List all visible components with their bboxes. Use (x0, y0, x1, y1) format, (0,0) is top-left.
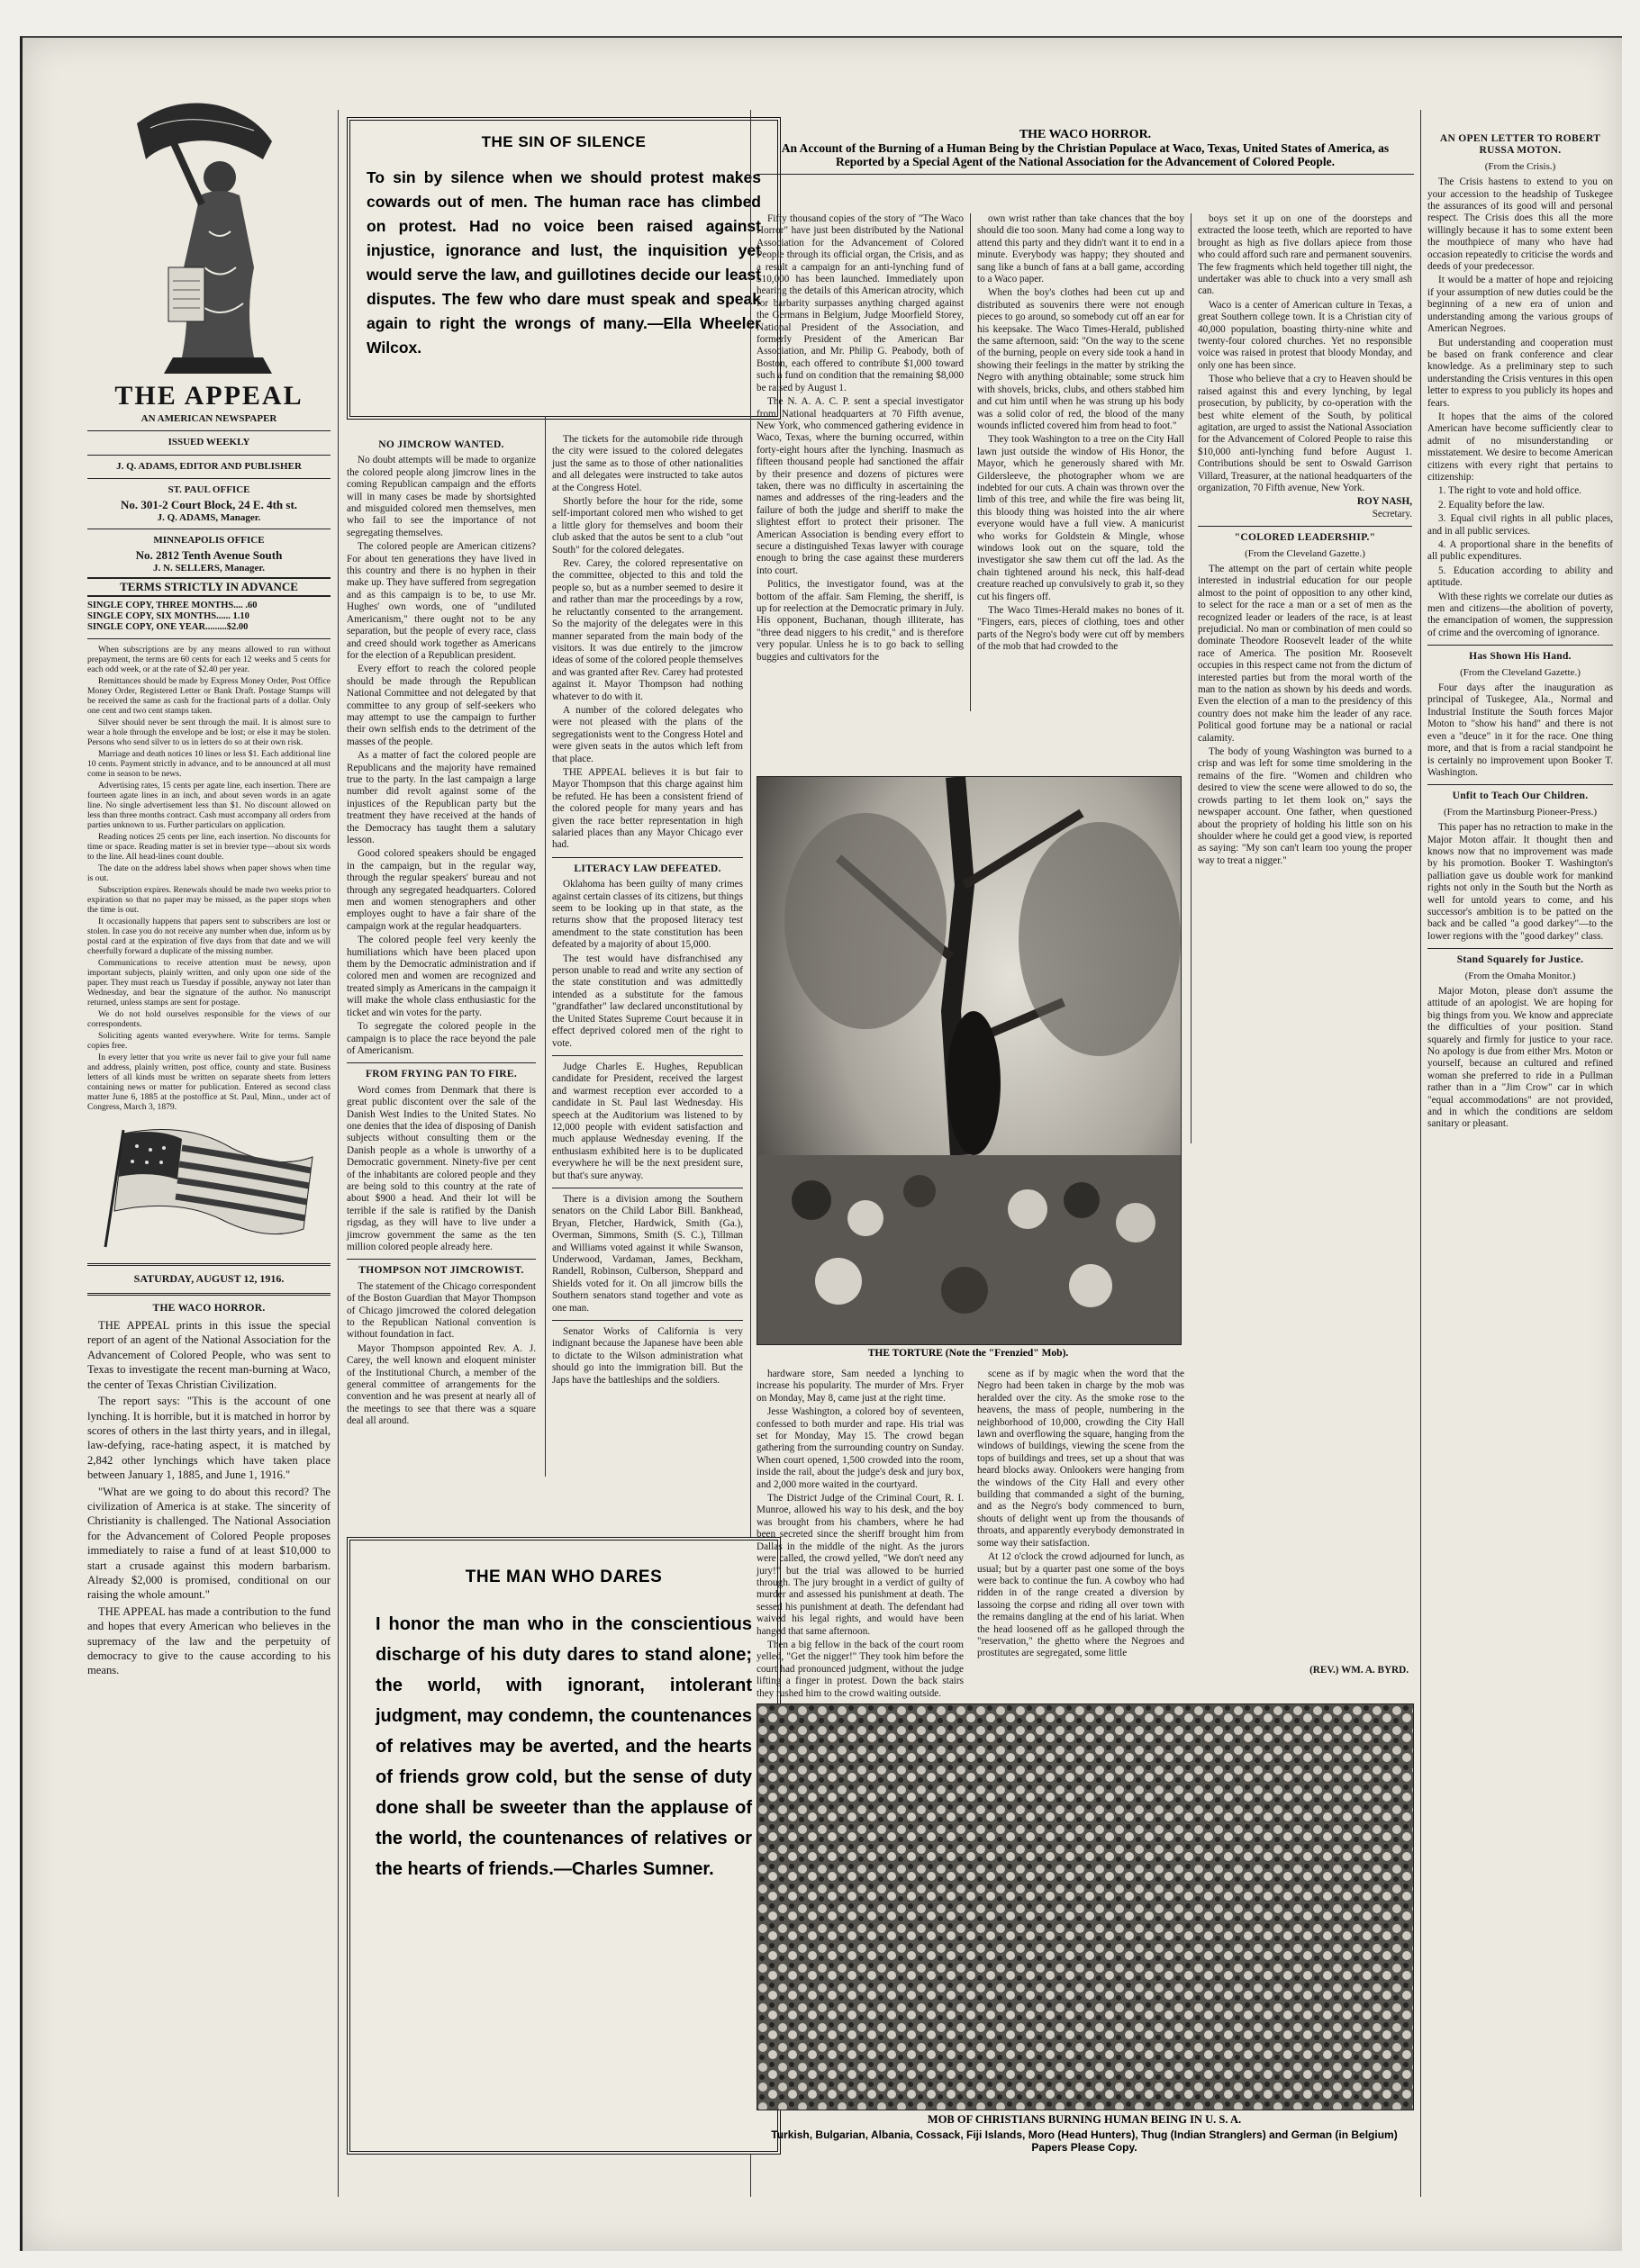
box-title: THE MAN WHO DARES (465, 1568, 663, 1586)
paragraph: There is a division among the Southern senators on the Child Labor Bill. Bankhead, Bryan, Fletcher, Hardwick, Smith (Ga.), Overman, Simmons, Smith (S. C.), Tillman and Williams voted against it while Swanson, Underwood, Vardaman, James, Beckham, Randell, Robinson, Culberson, Sheppard and Shields voted for it. On all jimcrow bills the Southern senators stand together and vote as one man. (552, 1193, 743, 1314)
appeal-emblem-logo (119, 87, 299, 375)
paragraph: Judge Charles E. Hughes, Republican candidate for President, received the largest and warmest reception ever accorded to a candidate in St. Paul last Wednesday. His speech at the Auditorium was listened to by 12,000 people with evident satisfaction and much applause Wednesday evening. If the enthusiasm exhibited here is to be duplicated everywhere he will be the next president sure, but that's sure anyway. (552, 1061, 743, 1181)
paragraph: The District Judge of the Criminal Court, R. I. Munroe, allowed his way to his desk, and the boy was brought from his chambers, where he had been secreted since the sheriff brought him from Dallas in the middle of the night. As the jurors were called, the crowd yelled, "We don't need any jury!" but the trial was allowed to be hurried through. The jury brought in a verdict of guilty of murder and assessed his punishment at death. The sessed his punishment at death. The defendant had waived his legal rights, and would have been hanged that same afternoon. (757, 1493, 964, 1637)
newspaper-page (20, 36, 1622, 2251)
paragraph: Politics, the investigator found, was at the bottom of the affair. Sam Fleming, the sheriff, is up for reelection at the Democratic primary in July. His opponent, Buchanan, though illiterate, has "three dead niggers to his credit," and is therefore very popular. Unless he is to go back to selling buggies and cultivators for the (757, 579, 964, 663)
paragraph: As a matter of fact the colored people are Republicans and the majority have remained true to the party. In the last campaign a large number did revolt against some of the injustices of the Republican party but the treatment they have received at the hands of the Democracy has taught them a salutary lesson. (347, 750, 536, 845)
paragraph: This paper has no retraction to make in the Major Moton affair. It thought then and knows now that no improvement was made by his promotion. Booker T. Washington's palliation gave us double work for mankind rights not only in the South but the North as well for untold years to come, and his successor's ambition is to be patted on the back and be called "a good darkey"—to the lower regions with the "good darkey" class. (1427, 822, 1613, 942)
paragraph: When the boy's clothes had been cut up and distributed as souvenirs there were not enough pieces to go around, so somebody cut off an ear for his keepsake. The Waco Times-Herald, published the same afternoon, said: "On the way to the scene of the burning, people on every side took a hand in showing their feelings in the matter by striking the Negro with anything obtainable; some struck him with shovels, bricks, clubs, and others stabbed him and cut him until when he was strung up his body was a solid color of red, the blood of the many wounds inflicted covered him from head to foot." (977, 287, 1184, 431)
paragraph: The report says: "This is the account of one lynching. It is horrible, but it is matched in horror by scores of others in the last thirty years, and in illegal, law-defying, race-hating aspect, it is matched by 2,842 other lynchings which have taken place between January 1, 1885, and June 1, 1916." (87, 1395, 331, 1482)
paragraph: Jesse Washington, a colored boy of seventeen, confessed to both murder and rape. His trial was set for Monday, May 15. The crowd began gathering from the surrounding country on Sunday. When court opened, 1,500 crowded into the room, inside the rail, about the judge's desk and jury box, and 2,000 more waited in the courtyard. (757, 1406, 964, 1490)
waco-heading: THE WACO HORROR. (1019, 128, 1152, 141)
article-heading: "COLORED LEADERSHIP." (1234, 532, 1376, 544)
issued-weekly: ISSUED WEEKLY (168, 437, 250, 448)
paragraph: The body of young Washington was burned to a crisp and was left for some time smoldering in the remains of the fire. "Women and children who desired to view the scene were allowed to do so, the crowds parting to let them look on," says the newspaper account. One father, when questioned about the propriety of holding his little son on his shoulder where he could get a good view, is reported as saying: "My son can't learn too young the proper way to treat a nigger." (1198, 746, 1412, 866)
waco-subheading: An Account of the Burning of a Human Being by the Christian Populace at Waco, Texas, United States of America, as Reported by a Special Agent of the National Association for the Advancement of Colored People. (781, 141, 1390, 168)
box-title: THE SIN OF SILENCE (481, 133, 647, 150)
article-heading: Has Shown His Hand. (1469, 651, 1572, 663)
paragraph: Good colored speakers should be engaged in the campaign, but in the regular way, through the regular speakers' bureau and not through any segregated headquarters. Colored men and women stenographers and other employes ought to have a fair share of the campaign work at the regular headquarters. (347, 848, 536, 932)
st-paul-address: No. 301-2 Court Block, 24 E. 4th st. (120, 497, 298, 511)
paragraph: 3. Equal civil rights in all public places, and in all public services. (1427, 513, 1613, 537)
paragraph: Word comes from Denmark that there is great public discontent over the sale of the Danish West Indies to the United States. No one denies that the idea of disposing of Danish subjects without consulting them or the Danish people as a whole is unworthy of a Democratic government. Ninety-five per cent of the inhabitants are colored people and they are being sold to this country at the rate of about $900 a head. And their lot will be terrible if the sale is ratified by the Danish rigsdag, as they will have to live under a jimcrow government the same as the ten million colored people already here. (347, 1084, 536, 1252)
paragraph: Then a big fellow in the back of the court room yelled, "Get the nigger!" They took him before the court had pronounced judgment, without the judge lifting a finger in protest. Down the back stairs they rushed him to the crowd waiting outside. (757, 1639, 964, 1699)
minneapolis-address: No. 2812 Tenth Avenue South (135, 547, 283, 562)
paragraph: "What are we going to do about this record? The civilization of America is at stake. The sincerity of Christianity is challenged. The National Association for the Advancement of Colored People proposes immediately to raise a fund of at least $10,000 to start a crusade against this modern barbarism. Already $2,000 is promised, conditional on our raising the whole amount." (87, 1485, 331, 1602)
notice: Advertising rates, 15 cents per agate line, each insertion. There are fourteen agate lines in an inch, and about seven words in an agate line. No single advertisement less than $1. No discount allowed on less than three months contract. Cash must accompany all orders from parties unknown to us. Further particulars on application. (87, 781, 331, 831)
paragraph: Senator Works of California is very indignant because the Japanese have been able to dictate to the Wilson administration what should go into the immigration bill. But the Japs have the battleships and the soldiers. (552, 1326, 743, 1386)
notice: Remittances should be made by Express Money Order, Post Office Money Order, Registered Letter or Bank Draft. Postage Stamps will be received the same as cash for the fractional parts of a dollar. Only one cent and two cent stamps taken. (87, 676, 331, 717)
paragraph: It would be a matter of hope and rejoicing if your assumption of new duties could be the beginning of a new era of union and understanding among the various groups of American Negroes. (1427, 275, 1613, 335)
article-source: (From the Cleveland Gazette.) (1460, 666, 1581, 678)
masthead-subtitle: AN AMERICAN NEWSPAPER (140, 413, 277, 424)
st-paul-office: ST. PAUL OFFICE (168, 484, 250, 496)
waco-lower-column-a (757, 1369, 964, 1699)
paragraph: The statement of the Chicago correspondent of the Boston Guardian that Mayor Thompson of Chicago jimcrowed the colored delegation to the Republican National convention is without foundation in fact. (347, 1280, 536, 1341)
notice: Communications to receive attention must be newsy, upon important subjects, plainly written, and only upon one side of the paper. They must reach us Tuesday if possible, anyway not later than Wednesday, and bear the signature of the author. No manuscript returned, unless stamps are sent for postage. (87, 958, 331, 1008)
man-who-dares-box (347, 1537, 781, 2155)
mob-caption: MOB OF CHRISTIANS BURNING HUMAN BEING IN U. S. A. (927, 2113, 1242, 2126)
paragraph: The test would have disfranchised any person unable to read and write any section of the state constitution and was admittedly intended as a substitute for the famous "grandfather" law declared unconstitutional by the United States Supreme Court because it in effect deprived colored men of the right to vote. (552, 953, 743, 1049)
notice: The date on the address label shows when paper shows when time is out. (87, 863, 331, 884)
paragraph: They took Washington to a tree on the City Hall lawn just outside the window of His Honor, the Mayor, which he generously shared with Mr. Gildersleeve, the photographer whom we are indebted for our cuts. A chain was thrown over the limb of this tree, and while the fire was being lit, this bloody thing was hoisted into the air where everyone would have a full view. A manicurist who works for Goldstein & Mingle, whose windows look out on the square, told the investigator she saw them cut off the lad. As the chain tightened around his neck, this half-dead creature reached up convulsively to grab it, so they cut his fingers off. (977, 434, 1184, 602)
waco-horror-header (757, 128, 1414, 180)
article-heading: THOMPSON NOT JIMCROWIST. (358, 1265, 524, 1277)
article-heading: Stand Squarely for Justice. (1456, 954, 1584, 966)
article-heading: NO JIMCROW WANTED. (378, 439, 504, 450)
st-paul-manager: J. Q. ADAMS, Manager. (157, 512, 261, 524)
article-source: (From the Martinsburg Pioneer-Press.) (1443, 806, 1598, 818)
article-heading: THE WACO HORROR. (152, 1302, 266, 1314)
minneapolis-manager: J. N. SELLERS, Manager. (153, 563, 265, 574)
paragraph: Waco is a center of American culture in Texas, a great Southern college town. It is a Christian city of 40,000 population, boasting thirty-nine white and twenty-four colored churches. Yet no responsible voice was raised in protest that bloody Monday, and only one has been since. (1198, 299, 1412, 371)
waco-column-a (757, 213, 964, 711)
issue-date: SATURDAY, AUGUST 12, 1916. (133, 1272, 285, 1286)
paragraph: 4. A proportional share in the benefits of all public expenditures. (1427, 539, 1613, 563)
paragraph: To segregate the colored people in the campaign is to place the race beyond the pale of Americanism. (347, 1021, 536, 1056)
paragraph: 5. Education according to ability and aptitude. (1427, 565, 1613, 589)
article-source: (From the Cleveland Gazette.) (1245, 547, 1365, 559)
paragraph: 2. Equality before the law. (1438, 499, 1545, 511)
paragraph: THE APPEAL has made a contribution to the fund and hopes that every American who believes in the supremacy of the law and the perpetuity of democracy to give to the cause according to his means. (87, 1604, 331, 1677)
article-heading: FROM FRYING PAN TO FIRE. (365, 1069, 518, 1080)
paragraph: Those who believe that a cry to Heaven should be raised against this and every lynching, by legal prosecution, by publicity, by co-operation with the best white element of the South, by political agitation, are urged to assist the National Association for the Advancement of Colored People to raise this $10,000 anti-lynching fund before August 1. Contributions should be sent to Oswald Garrison Villard, Treasurer, at the national headquarters of the organization, 70 Fifth avenue, New York. (1198, 374, 1412, 493)
paragraph: Fifty thousand copies of the story of "The Waco Horror" have just been distributed by the National Association for the Advancement of Colored People through its official organ, the Crisis, and as a result a campaign for an anti-lynching fund of $10,000 has been launched. Immediately upon hearing the details of this American atrocity, which for barbarity surpasses anything charged against the Germans in Belgium, Judge Moorfield Storey, National President of the Association, and formerly President of the American Bar Association, and Mr. Philip G. Peabody, both of Boston, each offered to contribute $1,000 toward such a fund on condition that the remaining $8,000 be raised by August 1. (757, 213, 964, 393)
notice: Reading notices 25 cents per line, each insertion. No discounts for time or space. Reading matter is set in brevier type—about six words to the line. All head-lines count double. (87, 832, 331, 863)
paragraph: The attempt on the part of certain white people interested in industrial education for our people almost to the point of opposition to any other kind, to select for the race a man or a set of men as the recognized leader or leaders of the race, is at least prejudicial. No man or combination of men could so dominate Theodore Roosevelt leader of the white race of America. The position Mr. Roosevelt occupies in this respect came not from the dictum of interested parties but from the moral worth of the man to the nation as shown by his deeds and words. Even the election of a man to the presidency of this country does not make him the leader of any race. Political good fortune may be a national or racial calamity. (1198, 563, 1412, 744)
torture-caption: THE TORTURE (Note the "Frenzied" Mob). (867, 1348, 1069, 1359)
paragraph: Four days after the inauguration as principal of Tuskegee, Ala., Normal and Industrial Institute the South forces Major Moton to "show his hand" and there is not even a "deuce" in it for the race. One thing more, and that is from a racial standpoint he is certainly no improvement upon Booker T. Washington. (1427, 682, 1613, 778)
notice: When subscriptions are by any means allowed to run without prepayment, the terms are 60 cents for each 12 weeks and 5 cents for each odd week, or at the rate of $2.40 per year. (87, 645, 331, 675)
notice: It occasionally happens that papers sent to subscribers are lost or stolen. In case you do not receive any number when due, inform us by postal card at the expiration of five days from that date and we will cheerfully forward a duplicate of the missing number. (87, 917, 331, 957)
paragraph: Oklahoma has been guilty of many crimes against certain classes of its citizens, but things seem to be looking up in that state, as the returns show that the proposed literacy test amendment to the state constitution has been defeated by a majority of about 15,000. (552, 879, 743, 951)
paragraph: THE APPEAL believes it is but fair to Mayor Thompson that this charge against him be refuted. He has been a consistent friend of the colored people for many years and has given the race better representation in high salaried places than any Mayor Chicago ever had. (552, 766, 743, 851)
notice: Marriage and death notices 10 lines or less $1. Each additional line 10 cents. Payment strictly in advance, and to be announced at all must come in season to be news. (87, 749, 331, 780)
column-3 (552, 434, 743, 1477)
paragraph: The colored people feel very keenly the humiliations which have been placed upon them by the Democratic administration and if colored men and women are recognized and treated simply as Americans in the campaign it will make the whole class enthusiastic for the ticket and win votes for the party. (347, 935, 536, 1018)
paragraph: scene as if by magic when the word that the Negro had been taken in charge by the mob was heralded over the city. As the smoke rose to the heavens, the mass of people, numbering in the neighborhood of 10,000, crowding the City Hall lawn and overflowing the square, hanging from the windows of buildings, viewing the scene from the tops of buildings and trees, set up a shout that was heard blocks away. Onlookers were hanging from the windows of the City Hall and every other building that commanded a sight of the burning, and as the Negro's body commenced to burn, shouts of delight went up from the thousands of throats, and apparently everybody demonstrated in some way their satisfaction. (977, 1369, 1184, 1549)
column-2 (347, 434, 536, 1477)
box-text: I honor the man who in the conscientious discharge of his duty dares to stand alone; the world, with ignorant, intolerant judgment, may condemn, the countenances of relatives may be averted, and the hearts of friends grow cold, but the sense of duty done shall be sweeter than the applause of the world, the countenances of relatives or the hearts of friends.—Charles Sumner. (376, 1614, 752, 1879)
box-text: To sin by silence when we should protest makes cowards out of men. The human race has climbed on protest. Had no voice been raised against injustice, ignorance and lust, the inquisition yet would serve the law, and guillotines decide our least disputes. The few who dare must speak and speak again to right the wrongs of many.—Ella Wheeler Wilcox. (367, 168, 761, 357)
masthead-title: THE APPEAL (114, 381, 304, 411)
article-source: (From the Crisis.) (1484, 160, 1556, 172)
signature: (REV.) WM. A. BYRD. (1309, 1664, 1409, 1676)
term-line: SINGLE COPY, ONE YEAR.........$2.00 (87, 622, 249, 633)
term-line: SINGLE COPY, SIX MONTHS...... 1.10 (87, 610, 249, 621)
minneapolis-office: MINNEAPOLIS OFFICE (153, 535, 265, 547)
paragraph: Mayor Thompson appointed Rev. A. J. Carey, the well known and eloquent minister of the Institutional Church, a member of the general committee of arrangements for the convention and he was present at nearly all of the meetings to see that there was a square deal all around. (347, 1342, 536, 1427)
paragraph: hardware store, Sam needed a lynching to increase his popularity. The murder of Mrs. Fryer on Monday, May 8, came just at the right time. (757, 1369, 964, 1404)
paragraph: The colored people are American citizens? For about ten generations they have lived in this country and there is no hyphen in their make up. They have suffered from segregation and as this campaign is to be, to use Mr. Hughes' own words, one of "undiluted Americanism," there ought not to be any separation, but the people of every race, class and creed should work together as Americans for the election of a Republican president. (347, 541, 536, 661)
waco-lower-column-b (977, 1369, 1184, 1684)
american-flag-icon (87, 1121, 331, 1256)
paragraph: Rev. Carey, the colored representative on the committee, objected to this and told the people so, but as a number seemed to desire it and rather than mar the proceedings by a row, he reluctantly consented to the arrangement. So the majority of the delegates were in this manner separated from the main body of the visitors. It was due entirely to the jimcrow ideas of some of the colored people themselves and was granted after Rev. Carey had protested against it. Mayor Thompson had nothing whatever to do with it. (552, 558, 743, 702)
paragraph: It hopes that the aims of the colored American have become sufficiently clear to admit of no misunderstanding or misstatement. We desire to become American citizens with every right that pertains to citizenship: (1427, 411, 1613, 483)
article-source: (From the Omaha Monitor.) (1464, 970, 1576, 981)
waco-column-c (1198, 213, 1412, 1143)
waco-editorial (87, 1318, 331, 1678)
notice: We do not hold ourselves responsible for the views of our correspondents. (87, 1009, 331, 1030)
notice: In every letter that you write us never fail to give your full name and address, plainly written, post office, county and state. Business letters of all kinds must be written on separate sheets from letters containing news or matter for publication. Entered as second class matter June 6, 1885 at the postoffice at St. Paul, Minn., under act of Congress, March 3, 1879. (87, 1053, 331, 1113)
signature-title: Secretary. (1372, 508, 1412, 520)
right-column (1427, 128, 1613, 2215)
notice: Soliciting agents wanted everywhere. Write for terms. Sample copies free. (87, 1031, 331, 1052)
paragraph: Every effort to reach the colored people should be made through the Republican National Committee and not delegated by that committee to any group of self-seekers who may attempt to use the campaign to further their own selfish ends to the detriment of the masses of the people. (347, 664, 536, 747)
article-heading: Unfit to Teach Our Children. (1452, 791, 1589, 802)
paragraph: The Crisis hastens to extend to you on your accession to the headship of Tuskegee the assurances of its good will and personal respect. The Crisis does this all the more willingly because it has to some extent been the mouthpiece of many who have had occasion repeatedly to criticise the words and deeds of your predecessor. (1427, 176, 1613, 273)
sin-of-silence-box (347, 117, 781, 420)
notice: Subscription expires. Renewals should be made two weeks prior to expiration so that no paper may be missed, as the paper stops when the time is out. (87, 885, 331, 916)
paragraph: boys set it up on one of the doorsteps and extracted the loose teeth, which are reported to have brought as high as five dollars apiece from those who could afford such rare and permanent souvenirs. The few fragments which held together till night, the undertaker was able to chuck into a very small ash can. (1198, 213, 1412, 297)
colored-leadership-end (1198, 1163, 1412, 1684)
torture-photo (757, 776, 1182, 1345)
paragraph: The N. A. A. C. P. sent a special investigator from National headquarters at 70 Fifth avenue, New York, who commenced gathering evidence in Waco, Texas, where the burning occurred, within forty-eight hours after the lynching. Inasmuch as fifteen thousand people had sanctioned the affair by their presence and dozens of pictures were taken, there was no difficulty in ascertaining the names and addresses of the ring-leaders and the failure of both the judge and sheriff to make the slightest effort to protect their prisoner. The American Association is bending every effort to secure a distinguished Texas lawyer with courage enough to bring the case against these murderers into court. (757, 396, 964, 576)
paragraph: THE APPEAL prints in this issue the special report of an agent of the National Association for the Advancement of Colored People, who was sent to Texas to investigate the recent man-burning at Waco, the center of Texas Christian Civilization. (87, 1319, 331, 1391)
paragraph: The Waco Times-Herald makes no bones of it. "Fingers, ears, pieces of clothing, toes and other parts of the Negro's body were cut off by members of the mob that had crowded to the (977, 605, 1184, 653)
waco-column-b (977, 213, 1184, 711)
article-heading: LITERACY LAW DEFEATED. (574, 863, 721, 874)
mob-photo (757, 1703, 1414, 2110)
notices (87, 645, 331, 1112)
paragraph: Major Moton, please don't assume the attitude of an apologist. We are hoping for big things from you. We know and appreciate the difficulties of your position. Stand squarely and firmly for justice to your race. No apology is due from either Mrs. Moton or yourself, because an cultured and refined woman she preferred to ride in a Pullman rather than in a "Jim Crow" car in which "equal accommodations" are not provided, and in which the conditions are seldom sanitary or pleasant. (1427, 986, 1613, 1130)
paragraph: Shortly before the hour for the ride, some self-important colored men who wished to get a little glory for themselves and boom their club asked that the autos be sent to a club "out South" for the colored delegates. (552, 496, 743, 556)
paragraph: No doubt attempts will be made to organize the colored people along jimcrow lines in the coming Republican campaign and the efforts will in many cases be made by shortsighted and misguided colored men themselves, men who fail to see the importance of not segregating themselves. (347, 455, 536, 538)
paragraph: With these rights we correlate our duties as men and citizens—the abolition of poverty, the emancipation of women, the suppression of crime and the overcoming of ignorance. (1427, 591, 1613, 638)
term-line: SINGLE COPY, THREE MONTHS.... .60 (87, 600, 258, 610)
signature: ROY NASH, (1356, 496, 1412, 508)
mob-subcaption: Turkish, Bulgarian, Albania, Cossack, Fiji Islands, Moro (Head Hunters), Thug (Indian Stranglers) and German (in Belgium) Papers Please Copy. (771, 2128, 1398, 2154)
notice: Silver should never be sent through the mail. It is almost sure to wear a hole through the envelope and be lost; or else it may be stolen. Persons who send silver to us in letters do so at their own risk. (87, 718, 331, 748)
paragraph: At 12 o'clock the crowd adjourned for lunch, as usual; but by a quarter past one some of the boys were back to continue the fun. A cowboy who had ridden in of the range created a diversion by lassoing the corpse and riding all over town with the remains dangling at the end of his lariat. When the head loosened off as he galloped through the "reservation," the ghetto where the Negroes and prostitutes are segregated, some little (977, 1551, 1184, 1659)
paragraph: own wrist rather than take chances that the boy should die too soon. Many had come a long way to attend this party and they didn't want it to end in a minute. Everybody was happy; they shouted and sang like a bunch of fans at a ball game, according to a Waco paper. (977, 213, 1184, 285)
paragraph: A number of the colored delegates who were not pleased with the plans of the segregationists went to the Congress Hotel and were given seats in the autos which left from that place. (552, 704, 743, 764)
terms-title: TERMS STRICTLY IN ADVANCE (87, 577, 331, 596)
article-heading: AN OPEN LETTER TO ROBERT RUSSA MOTON. (1439, 133, 1601, 157)
masthead-column (87, 87, 331, 2215)
paragraph: The tickets for the automobile ride through the city were issued to the colored delegates just the same as to those of other nationalities and all delegates were instructed to take autos at the Congress Hotel. (552, 434, 743, 493)
editor-line: J. Q. ADAMS, EDITOR AND PUBLISHER (116, 460, 302, 472)
paragraph: 1. The right to vote and hold office. (1438, 485, 1581, 497)
paragraph: But understanding and cooperation must be based on frank conference and clear knowledge. As a preliminary step to such understanding the Crisis ventures in this open letter to express to you publicly its hopes and fears. (1427, 337, 1613, 409)
